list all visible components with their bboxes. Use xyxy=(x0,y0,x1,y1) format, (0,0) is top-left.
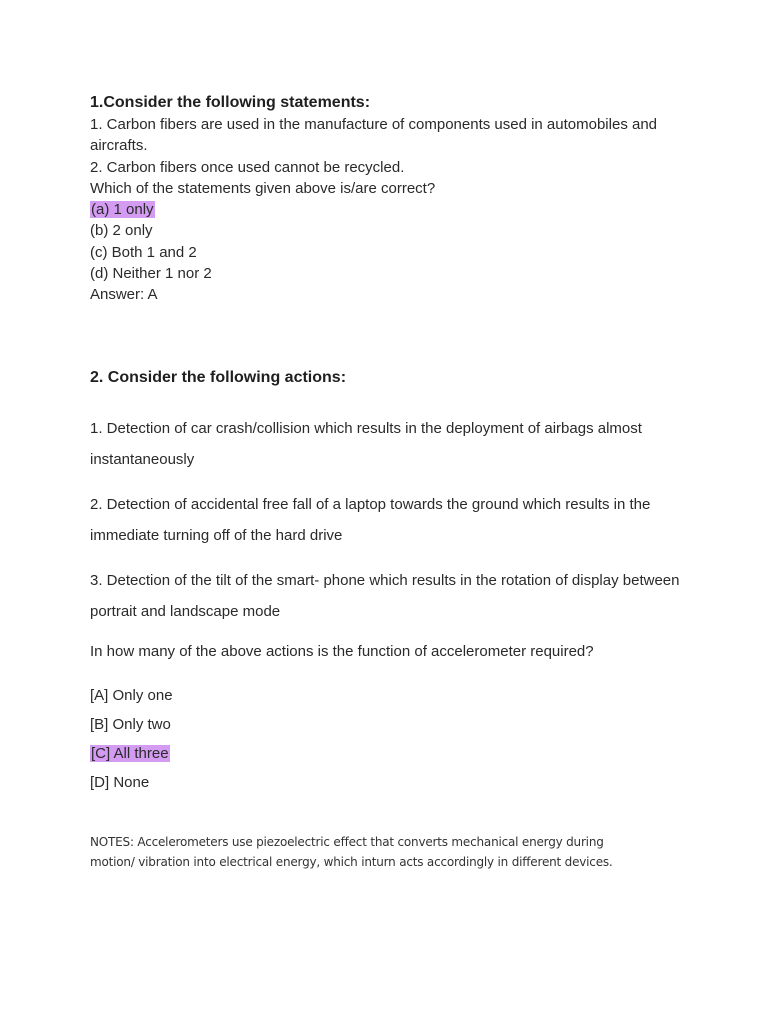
question-2-prompt: In how many of the above actions is the function of accelerometer required? xyxy=(90,643,594,660)
question-1-option-a xyxy=(90,199,690,220)
question-2-statement: 2. Detection of accidental free fall of a laptop towards the ground which results in the immediate turning off of the hard drive xyxy=(90,496,651,544)
question-1-title: 1.Consider the following statements: xyxy=(90,94,371,111)
question-1-option-c: (c) Both 1 and 2 xyxy=(90,243,197,261)
question-1-answer: Answer: A xyxy=(90,286,158,304)
notes-text: NOTES: Accelerometers use piezoelectric effect that converts mechanical energy during motion/ vibration into electrical energy, which inturn acts accordingly in different devices. xyxy=(90,835,613,869)
question-2-statement: 3. Detection of the tilt of the smart- phone which results in the rotation of display between portrait and landscape mode xyxy=(90,572,680,620)
question-1-option-b: (b) 2 only xyxy=(90,222,153,240)
question-1-line: 2. Carbon fibers once used cannot be recycled. xyxy=(90,158,405,176)
highlighted-answer: (a) 1 only xyxy=(91,201,154,219)
question-1-line: 1. Carbon fibers are used in the manufacture of components used in automobiles and xyxy=(90,116,658,133)
question-1-option-d: (d) Neither 1 nor 2 xyxy=(90,265,212,283)
question-2-option-b: [B] Only two xyxy=(90,716,171,733)
question-2-title: 2. Consider the following actions: xyxy=(90,369,347,386)
question-2-option-a: [A] Only one xyxy=(90,687,173,704)
question-2-option-d: [D] None xyxy=(90,774,150,791)
question-2 xyxy=(90,366,690,802)
question-1 xyxy=(90,92,690,306)
question-2-statement: 1. Detection of car crash/collision which results in the deployment of airbags almost instantaneously xyxy=(90,420,642,468)
question-2-option-c xyxy=(90,744,690,764)
question-1-line: Which of the statements given above is/are correct? xyxy=(90,179,436,197)
highlighted-answer: [C] All three xyxy=(91,745,169,762)
question-1-line: aircrafts. xyxy=(90,137,148,155)
